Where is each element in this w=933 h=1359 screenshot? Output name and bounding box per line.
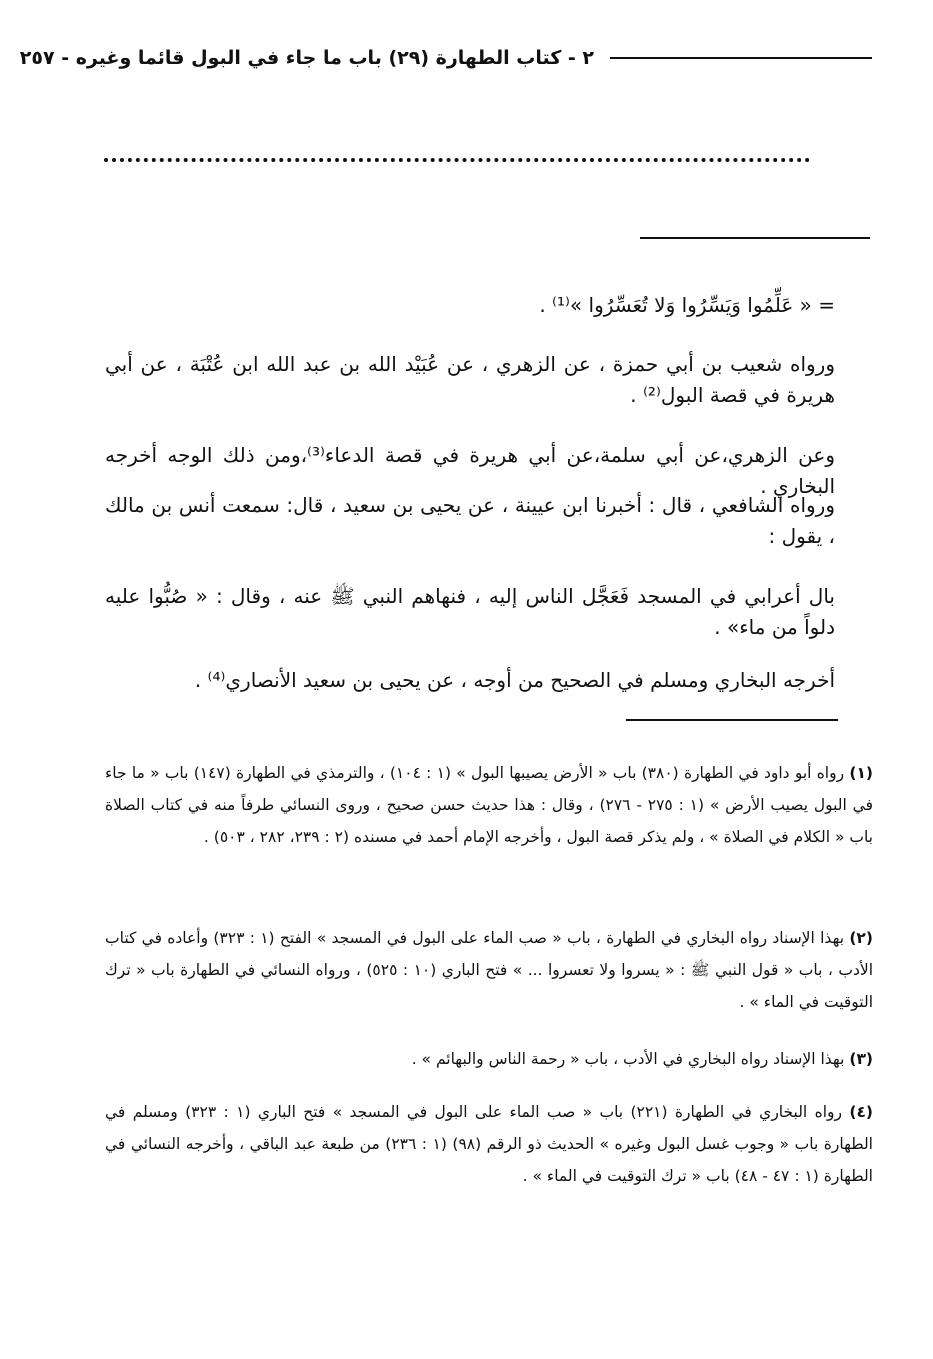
dotted-separator	[104, 146, 810, 162]
paragraph-hadith-quote: = « عَلِّمُوا وَيَسِّرُوا وَلا تُعَسِّرُوا »⁽¹⁾ .	[539, 293, 835, 317]
header-rule	[610, 57, 872, 59]
paragraph-bukhari-muslim: أخرجه البخاري ومسلم في الصحيح من أوجه ، عن يحيى بن سعيد الأنصاري⁽⁴⁾ .	[194, 668, 835, 692]
page-header-title: ٢ - كتاب الطهارة (٢٩) باب ما جاء في البول قائما وغيره - ٢٥٧	[19, 47, 594, 69]
paragraph-bedouin-hadith: بال أعرابي في المسجد فَعَجَّل الناس إليه ، فنهاهم النبي ﷺ عنه ، وقال : « صُبُّوا عليه دلواً من ماء» .	[105, 584, 835, 639]
footnote-number: (٢)	[849, 929, 873, 947]
section-rule-top	[640, 237, 870, 239]
footnote-number: (١)	[849, 764, 873, 782]
footnote-text: رواه البخاري في الطهارة (٢٢١) باب « صب الماء على البول في المسجد » فتح الباري (١ : ٣٢٣) ومسلم في الطهارة باب « وجوب غسل البول وغيره » الحديث ذو الرقم (٩٨) (١ : ٢٣٦) من طبعة عبد الباقي ، وأخرجه النسائي في الطهارة (١ : ٤٧ - ٤٨) باب « ترك التوقيت في الماء » .	[105, 1103, 873, 1185]
paragraph-shafii-narration: ورواه الشافعي ، قال : أخبرنا ابن عيينة ، عن يحيى بن سعيد ، قال: سمعت أنس بن مالك ، يقول :	[105, 493, 835, 548]
footnote-number: (٣)	[849, 1050, 873, 1068]
footnote-number: (٤)	[849, 1103, 874, 1121]
footnote-2	[105, 922, 873, 1018]
footnote-1	[105, 757, 873, 853]
paragraph-abu-salama-narration: وعن الزهري،عن أبي سلمة،عن أبي هريرة في قصة الدعاء⁽³⁾،ومن ذلك الوجه أخرجه البخاري .	[105, 443, 835, 498]
footnote-4	[105, 1096, 873, 1192]
running-header	[19, 38, 872, 78]
paragraph-shuayb-narration: ورواه شعيب بن أبي حمزة ، عن الزهري ، عن عُبَيْد الله بن عبد الله ابن عُتْبَة ، عن أبي هريرة في قصة البول⁽²⁾ .	[105, 352, 835, 407]
footnote-3	[105, 1043, 873, 1075]
footnote-separator	[626, 719, 838, 721]
footnote-text: بهذا الإسناد رواه البخاري في الأدب ، باب « رحمة الناس والبهائم » .	[411, 1050, 845, 1068]
footnote-text: رواه أبو داود في الطهارة (٣٨٠) باب « الأرض يصيبها البول » (١ : ١٠٤) ، والترمذي في الطهارة (١٤٧) باب « ما جاء في البول يصيب الأرض » (١ : ٢٧٥ - ٢٧٦) ، وقال : هذا حديث حسن صحيح ، وروى النسائي طرفاً منه في كتاب الصلاة باب « الكلام في الصلاة » ، ولم يذكر قصة البول ، وأخرجه الإمام أحمد في مسنده (٢ : ٢٣٩، ٢٨٢ ، ٥٠٣) .	[105, 764, 873, 846]
footnote-text: بهذا الإسناد رواه البخاري في الطهارة ، باب « صب الماء على البول في المسجد » الفتح (١ : ٣٢٣) وأعاده في كتاب الأدب ، باب « قول النبي ﷺ : « يسروا ولا تعسروا ... » فتح الباري (١٠ : ٥٢٥) ، ورواه النسائي في الطهارة باب « ترك التوقيت في الماء » .	[105, 929, 873, 1011]
